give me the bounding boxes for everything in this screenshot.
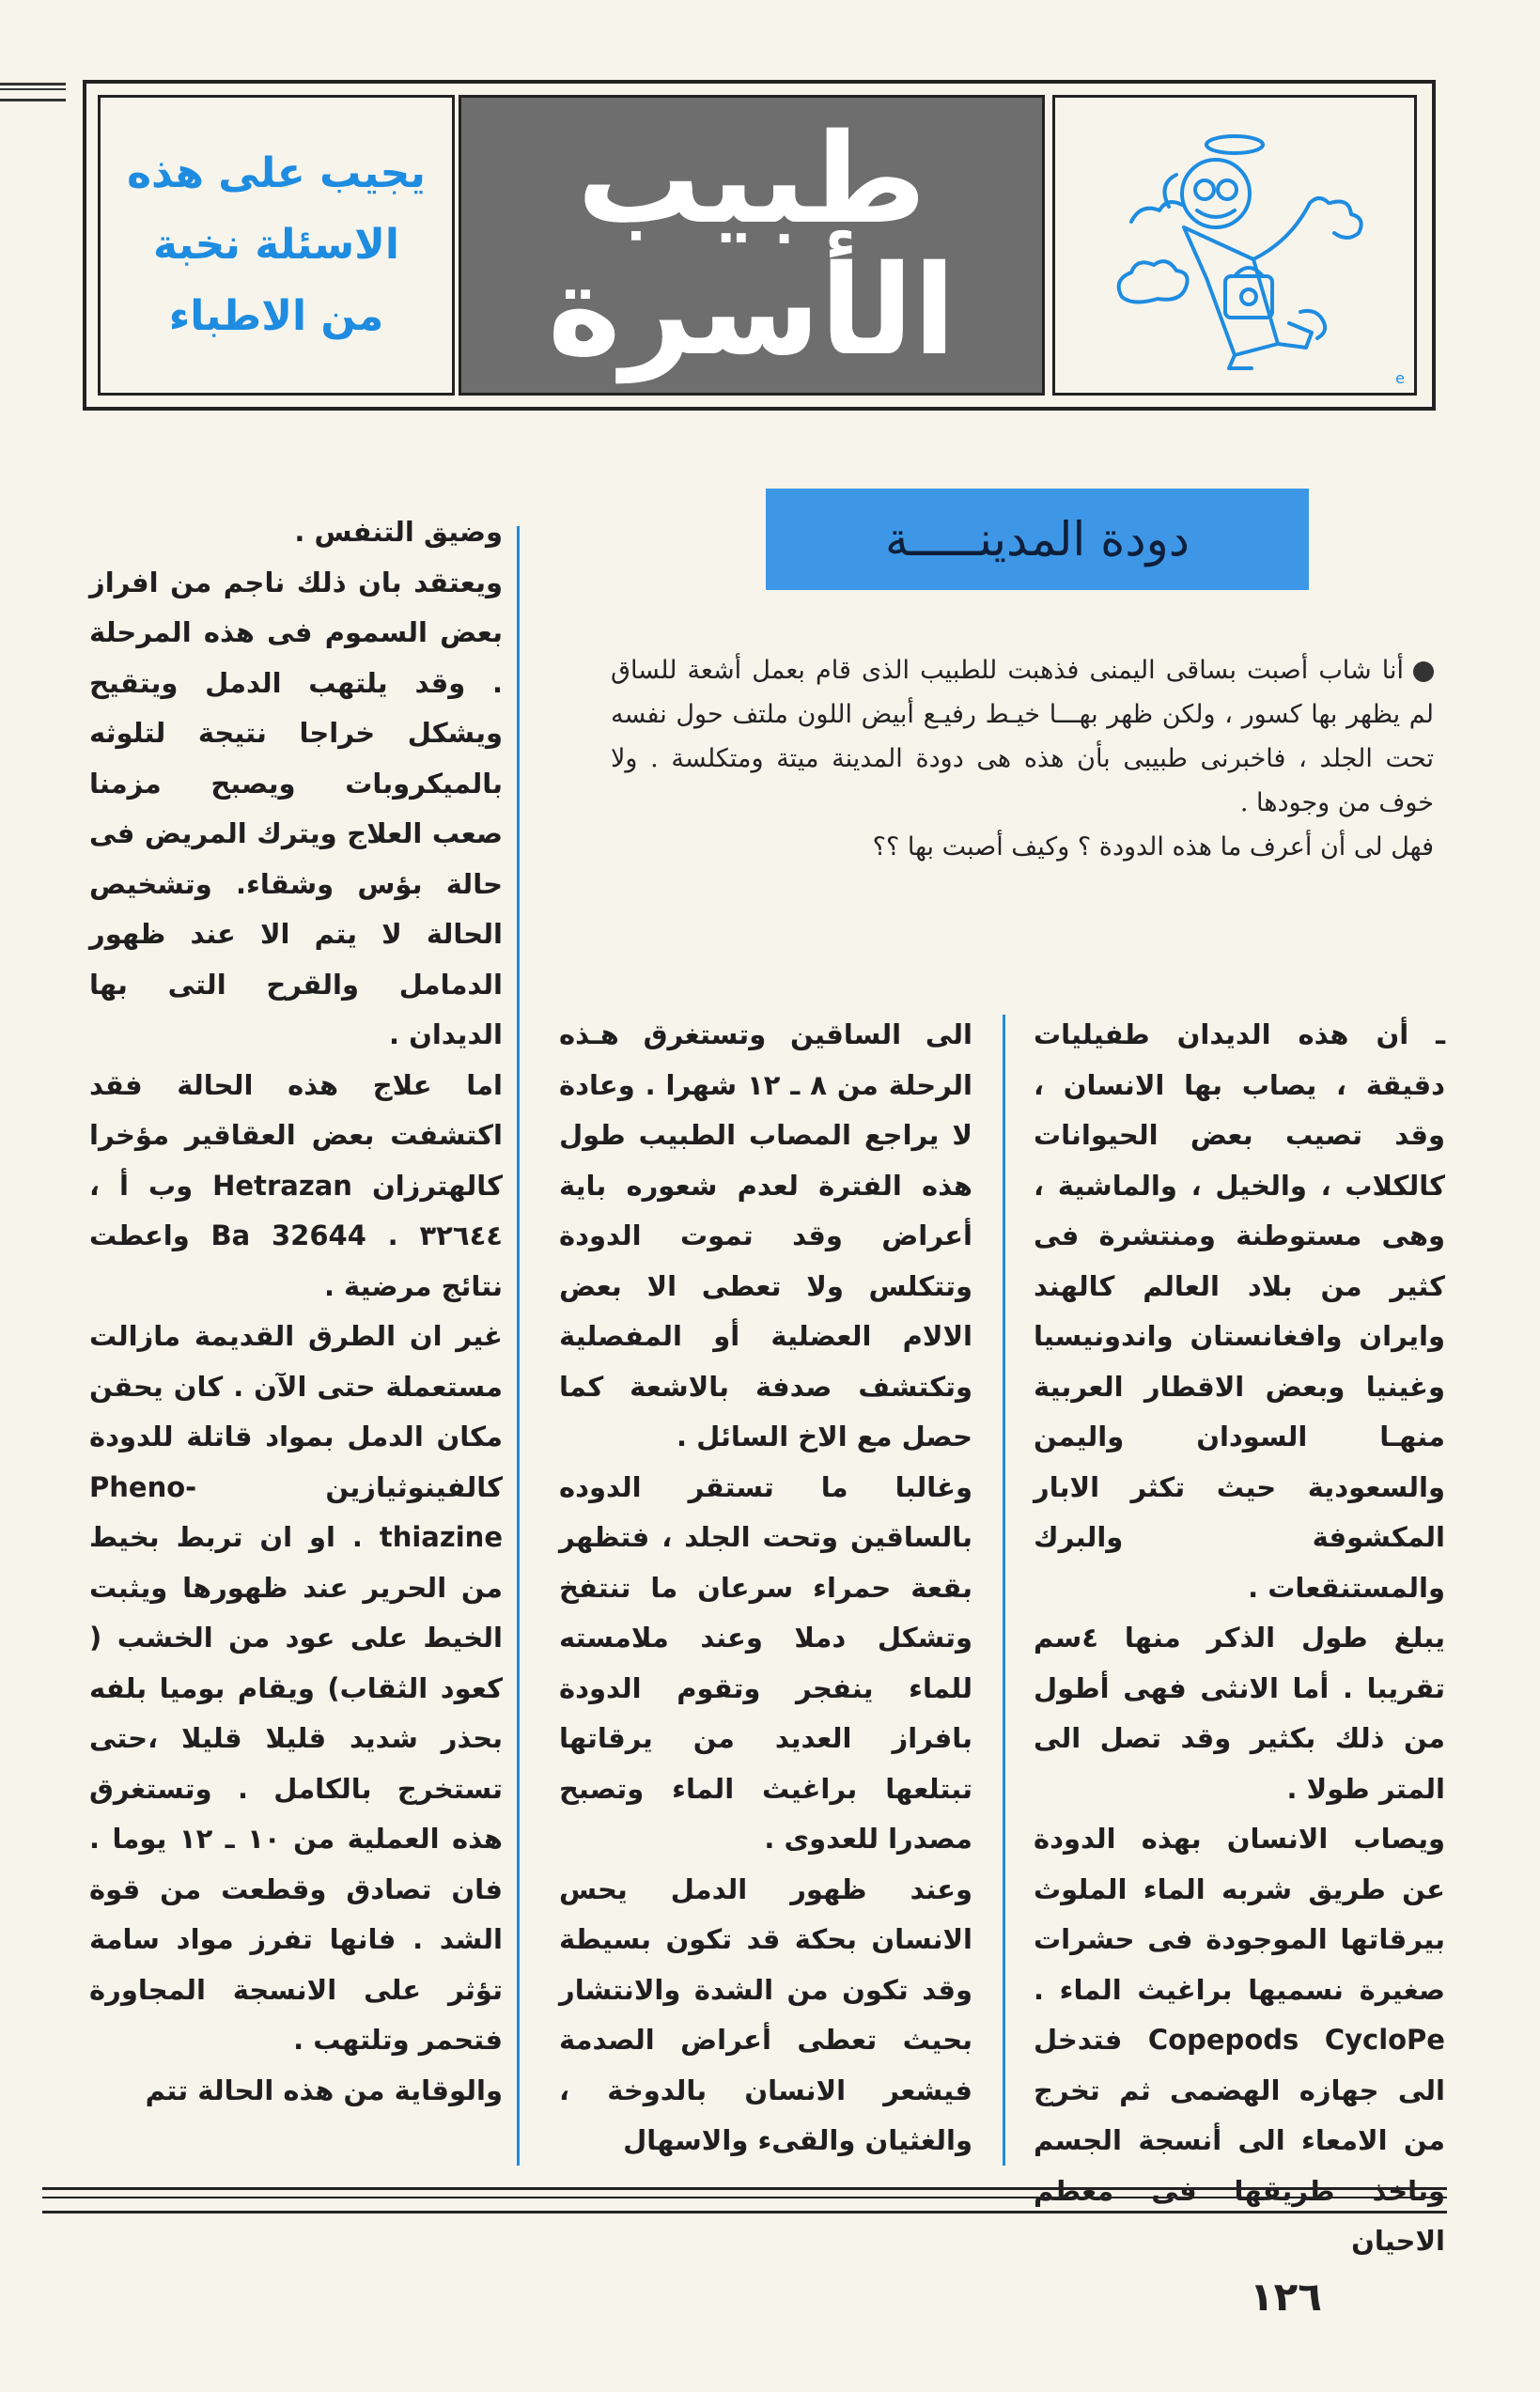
page-number: ١٢٦ [1250,2274,1322,2320]
bullet-icon [1413,661,1434,682]
question-text: أنا شاب أصبت بساقى اليمنى فذهبت للطبيب الذى قام بعمل أشعة للساق لم يظهر بها كسور ، ولكن ظهر بهـــا خيـط رفيـع أبيض اللون ملتف حول نفسه تحت الجلد ، فاخبرنى طبيبى بأن هذه هى دودة المدينة ميتة ومتكلسة . ولا خوف من وجودها . [611,656,1434,817]
answer-paragraph: اما علاج هذه الحالة فقد اكتشفت بعض العقاقير مؤخرا كالهترزان Hetrazan وب أ ، ٣٢٦٤٤ . Ba 32644 واعطت نتائج مرضية . [89,1068,503,1302]
tagline-text [127,138,426,352]
masthead-box [459,95,1045,396]
reader-question [611,648,1434,869]
article-title-box [766,489,1309,590]
mascot-box [1052,95,1417,396]
question-paragraph-2: فهل لى أن أعرف ما هذه الدودة ؟ وكيف أصبت بها ؟؟ [872,832,1434,862]
answer-column-right [1034,1010,1445,2267]
tagline-box [98,95,455,396]
answer-paragraph: والوقاية من هذه الحالة تتم [145,2074,503,2106]
bottom-rule [42,2187,1447,2213]
answer-column-left [89,507,503,2116]
masthead-line-2: الأسرة [547,239,957,383]
answer-column-middle [559,1010,972,2167]
column-divider-left [517,526,520,2166]
answer-paragraph: يبلغ طول الذكر منها ٤سم تقريبا . أما الانثى فهى أطول من ذلك بكثير وقد تصل الى المتر طولا . [1034,1622,1445,1805]
doctor-mascot-icon [1094,118,1376,372]
answer-paragraph: ويصاب الانسان بهذه الدودة عن طريق شربه الماء الملوث بيرقاتها الموجودة فى حشرات صغيرة نسميها براغيث الماء . Copepods CycloPe فتدخل الى جهازه الهضمى ثم تخرج من الامعاء الى أنسجة الجسم وتاخذ طريقها فى معظم الاحيان [1034,1823,1445,2257]
mascot-tag: e [1395,369,1405,387]
masthead-line-1: طبيب [577,107,926,252]
tagline-line-1: يجيب على هذه [127,149,426,197]
answer-paragraph: وضيق التنفس . [294,516,503,548]
answer-paragraph: وغالبا ما تستقر الدوده بالساقين وتحت الجلد ، فتظهر بقعة حمراء سرعان ما تنتفخ وتشكل دملا وعند ملامسته للماء ينفجر وتقوم الدودة بافراز العديد من يرقاتها تبتلعها براغيث الماء وتصبح مصدرا للعدوى . [559,1470,972,1855]
tagline-line-3: من الاطباء [168,292,384,340]
masthead-title [461,98,1042,393]
answer-paragraph: ـ أن هذه الديدان طفيليات دقيقة ، يصاب بها الانسان ، وقد تصيب بعض الحيوانات كالكلاب ، والخيل ، والماشية ، وهى مستوطنة ومنتشرة فى كثير من بلاد العالم كالهند وايران وافغانستان واندونيسيا وغينيا وبعض الاقطار العربية منهـا السودان واليمن والسعودية حيث تكثر الابار المكشوفة والبرك والمستنقعات . [1034,1018,1445,1604]
answer-paragraph: غير ان الطرق القديمة مازالت مستعملة حتى الآن . كان يحقن مكان الدمل بمواد قاتلة للدودة كالفينوثيازين Pheno-thiazine . او ان تربط بخيط من الحرير عند ظهورها ويثبت الخيط على عود من الخشب ( كعود الثقاب) ويقام بوميا بلفه بحذر شديد قليلا قليلا ،حتى تستخرج بالكامل . وتستغرق هذه العملية من ١٠ ـ ١٢ يوما . فان تصادق وقطعت من قوة الشد . فانها تفرز مواد سامة تؤثر على الانسجة المجاورة فتحمر وتلتهب . [89,1320,503,2056]
column-divider-right [1003,1015,1005,2166]
article-title: دودة المدينـــــة [884,512,1190,567]
answer-paragraph: ويعتقد بان ذلك ناجم من افراز بعض السموم فى هذه المرحلة . وقد يلتهب الدمل ويتقيح ويشكل خراجا نتيجة لتلوثه بالميكروبات ويصبح مزمنا صعب العلاج ويترك المريض فى حالة بؤس وشقاء. وتشخيص الحالة لا يتم الا عند ظهور الدمامل والقرح التى بها الديدان . [89,566,503,1050]
tagline-line-2: الاسئلة نخبة [153,221,399,269]
question-paragraph-1 [611,648,1434,825]
header-banner [83,80,1436,411]
answer-paragraph: وعند ظهور الدمل يحس الانسان بحكة قد تكون بسيطة وقد تكون من الشدة والانتشار بحيث تعطى أعراض الصدمة فيشعر الانسان بالدوخة ، والغثيان والقىء والاسهال [559,1872,972,2156]
answer-paragraph: الى الساقين وتستغرق هـذه الرحلة من ٨ ـ ١٢ شهرا . وعادة لا يراجع المصاب الطبيب طول هذه الفترة لعدم شعوره باية أعراض وقد تموت الدودة وتتكلس ولا تعطى الا بعض الالام العضلية أو المفصلية وتكتشف صدفة بالاشعة كما حصل مع الاخ السائل . [559,1018,972,1452]
corner-rule-mark [0,83,66,101]
